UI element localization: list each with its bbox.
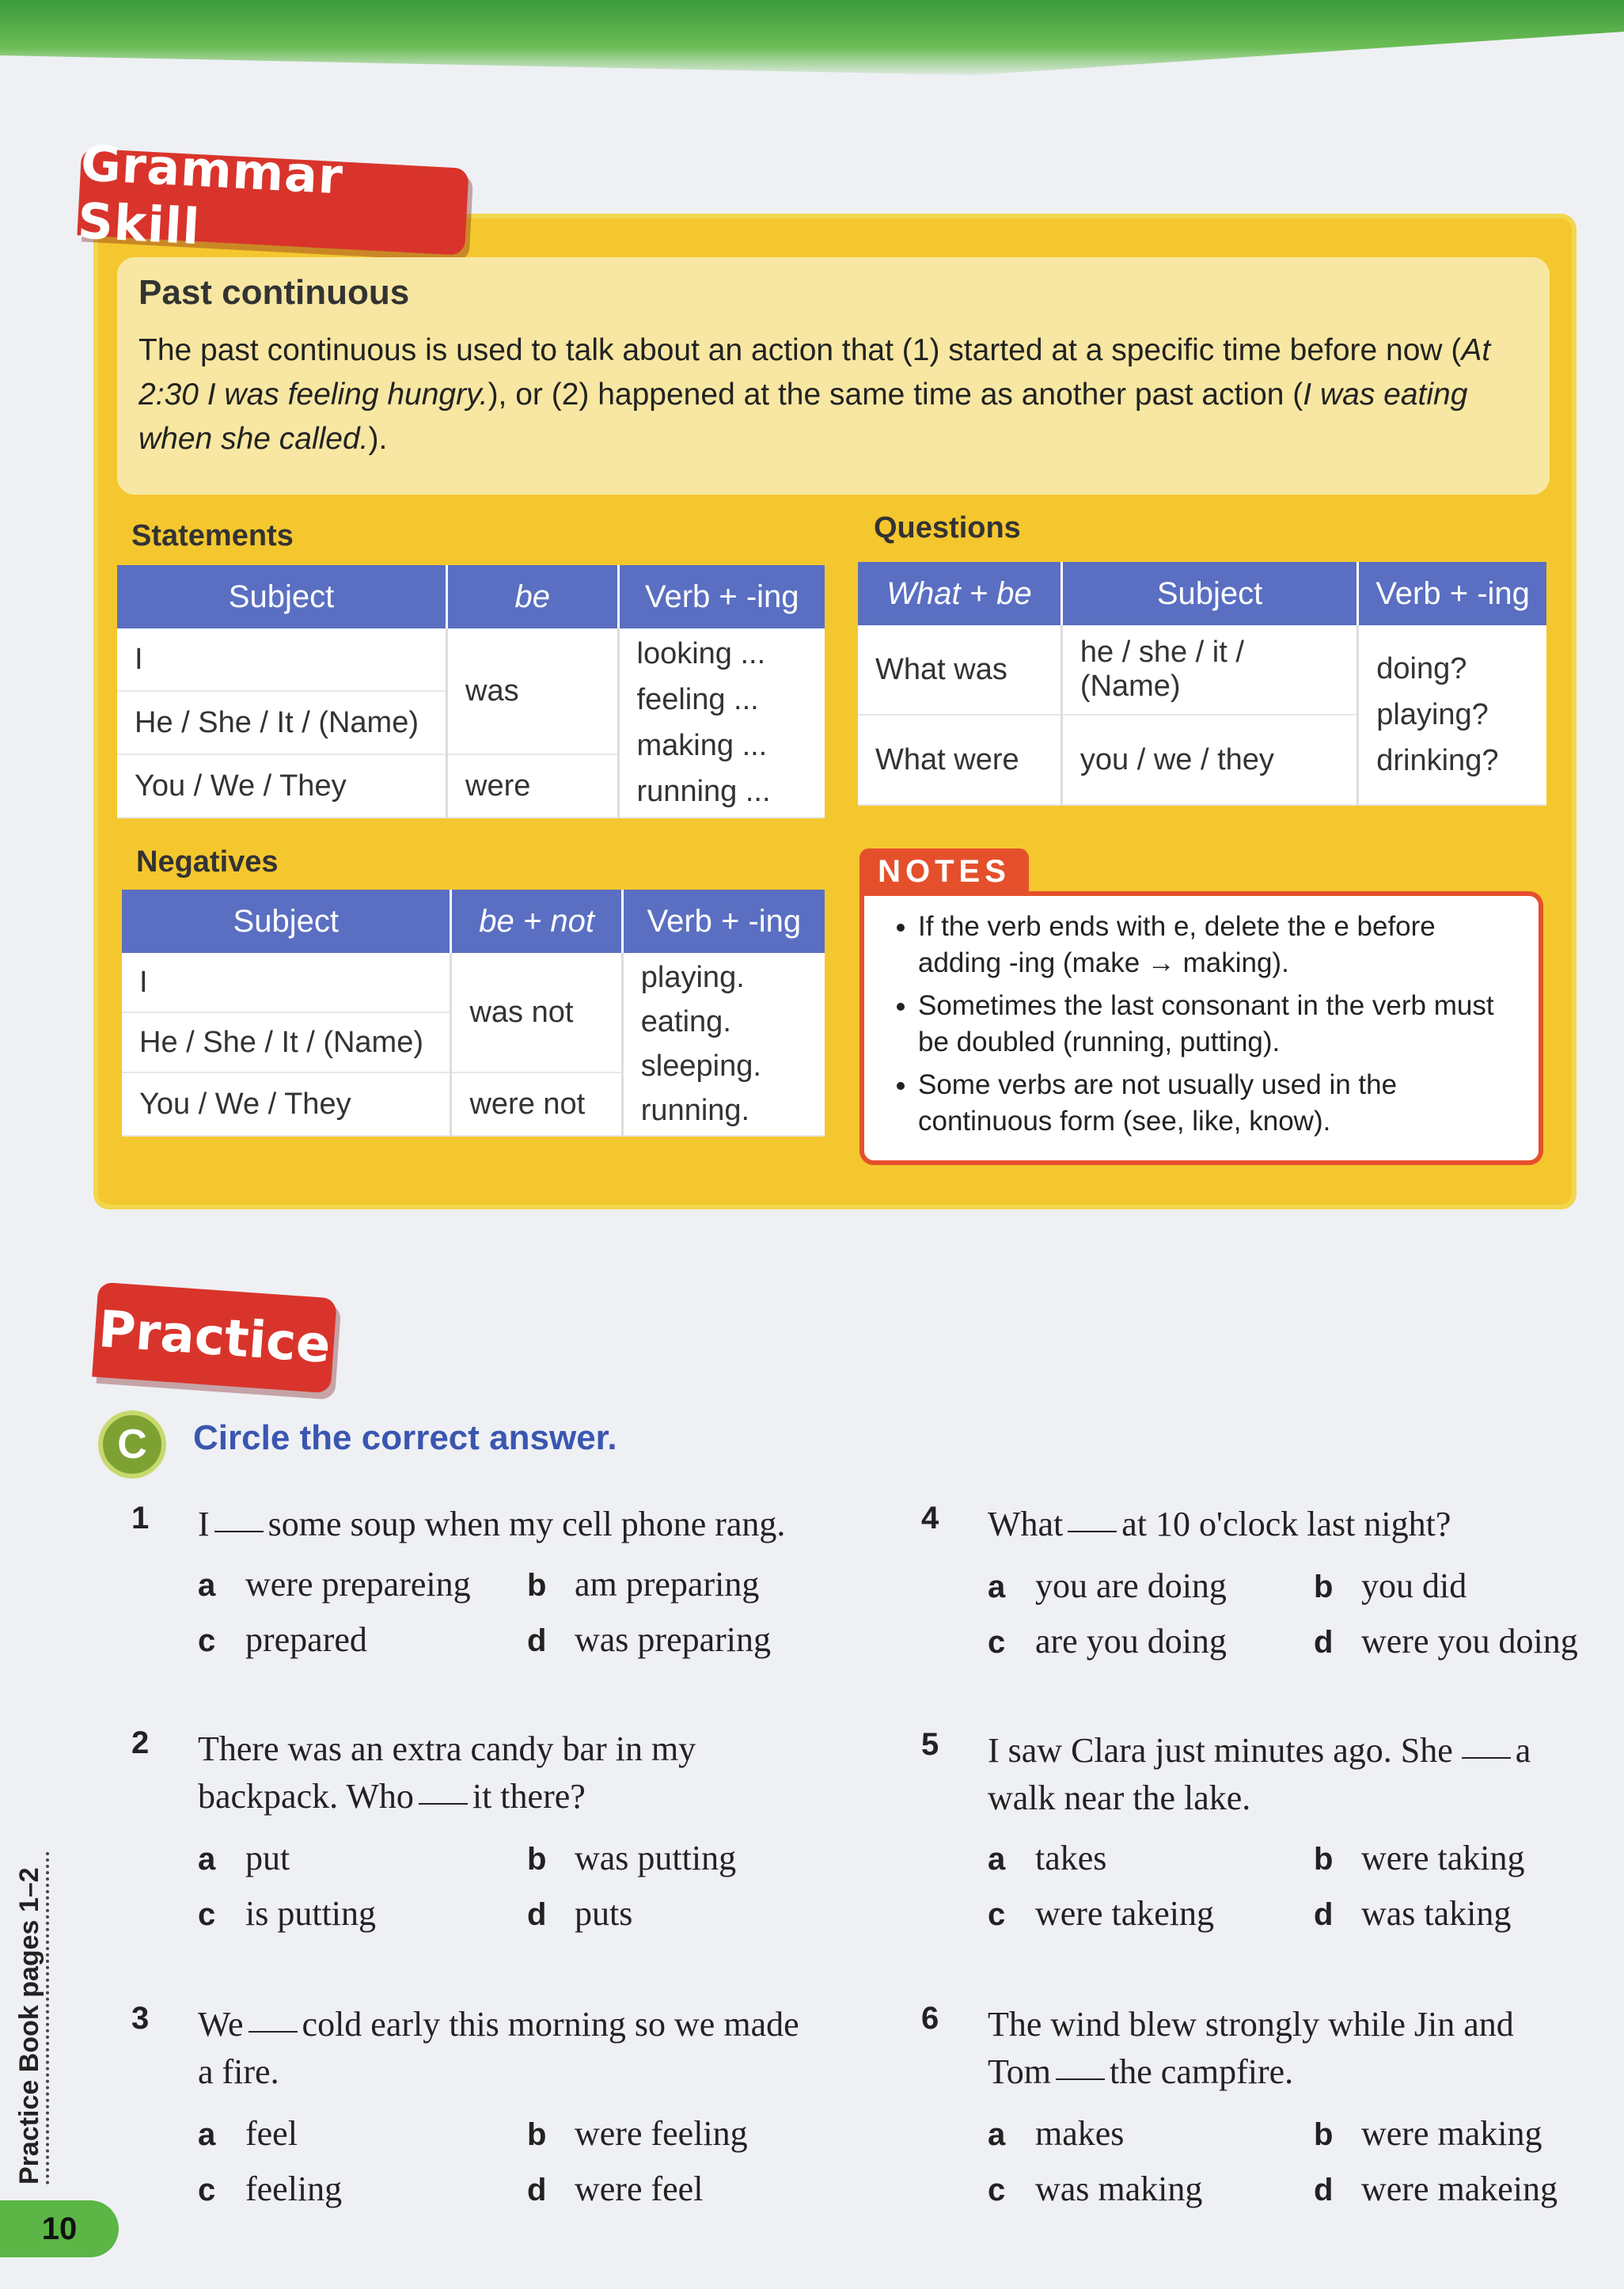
header-verb: Verb + -ing (1358, 562, 1546, 625)
option-c[interactable]: c is putting (198, 1894, 377, 1933)
option-b[interactable]: b was putting (527, 1839, 737, 1877)
header-verb: Verb + -ing (622, 890, 825, 953)
question-3: 3 We cold early this morning so we made a fire. a feel b were feeling c feeling d were feel (131, 2001, 799, 2208)
statements-table (117, 565, 825, 818)
side-divider (46, 1852, 49, 2185)
option-d[interactable]: d was preparing (527, 1620, 772, 1659)
table-cell: What were (858, 715, 1061, 805)
question-stem: I some soup when my cell phone rang. (198, 1505, 786, 1543)
header-what-be: What + be (858, 562, 1061, 625)
table-cell: was not (451, 953, 622, 1072)
questions-table (858, 562, 1546, 806)
question-stem: What at 10 o'clock last night? (988, 1505, 1451, 1543)
option-c[interactable]: c were takeing (988, 1894, 1214, 1933)
table-cell: were not (451, 1072, 622, 1136)
option-a[interactable]: a takes (988, 1839, 1107, 1877)
grammar-intro: The past continuous is used to talk about an action that (1) started at a specific time before now (At 2:30 I was feeling hungry.), or (2) happened at the same time as another past action (I was eating when she called.). (138, 333, 1491, 456)
table-cell: I (122, 953, 451, 1012)
negatives-table (122, 890, 825, 1137)
note-item: • Some verbs are not usually used in the continuous form (see, like, know). (918, 1067, 1523, 1140)
notes-tab: NOTES (859, 848, 1029, 894)
question-6: 6 The wind blew strongly while Jin and Tom the campfire. a makes b were making c was making d were makeing (921, 2001, 1602, 2230)
note-item: • Sometimes the last consonant in the verb must be doubled (running, putting). (918, 988, 1523, 1061)
header-be: be (447, 565, 619, 628)
notes-box (859, 891, 1543, 1165)
table-cell: he / she / it / (Name) (1061, 625, 1357, 715)
option-a[interactable]: a were prepareing (198, 1565, 471, 1604)
table-cell: He / She / It / (Name) (117, 691, 447, 754)
practice-book-reference: Practice Book pages 1–2 (14, 1867, 44, 2185)
header-subject: Subject (117, 565, 447, 628)
note-item: • If the verb ends with e, delete the e before adding -ing (make → making). (918, 909, 1523, 981)
question-2: 2 There was an extra candy bar in my backpack. Who it there? a put b was putting c is putting d puts (131, 1725, 844, 1955)
verb-list: doing? playing? drinking? (1358, 625, 1546, 805)
table-cell: What was (858, 625, 1061, 715)
option-b[interactable]: b were taking (1314, 1839, 1525, 1877)
option-b[interactable]: b were making (1314, 2114, 1542, 2153)
option-c[interactable]: c was making (988, 2169, 1203, 2208)
option-a[interactable]: a you are doing (988, 1566, 1227, 1605)
option-a[interactable]: a makes (988, 2114, 1125, 2153)
header-subject: Subject (122, 890, 451, 953)
header-be-not: be + not (451, 890, 622, 953)
option-c[interactable]: c are you doing (988, 1622, 1227, 1661)
option-a[interactable]: a feel (198, 2114, 298, 2153)
table-cell: You / We / They (122, 1072, 451, 1136)
statements-label: Statements (131, 519, 294, 552)
option-b[interactable]: b you did (1314, 1566, 1467, 1605)
table-cell: I (117, 628, 447, 691)
grammar-skill-tab: Grammar Skill (77, 148, 469, 255)
exercise-badge: C (98, 1410, 166, 1479)
option-c[interactable]: c prepared (198, 1620, 367, 1659)
option-d[interactable]: d were you doing (1314, 1622, 1578, 1661)
question-stem: I saw Clara just minutes ago. She a walk near the lake. (988, 1731, 1531, 1817)
negatives-label: Negatives (136, 845, 279, 879)
option-c[interactable]: c feeling (198, 2169, 343, 2208)
verb-list: playing. eating. sleeping. running. (622, 953, 825, 1136)
practice-tab: Practice (92, 1282, 337, 1394)
question-stem: There was an extra candy bar in my backpack. Who it there? (198, 1729, 696, 1816)
header-verb: Verb + -ing (618, 565, 825, 628)
question-5: 5 I saw Clara just minutes ago. She a walk near the lake. a takes b were taking c were takeing d was taking (921, 1727, 1602, 1957)
option-d[interactable]: d was taking (1314, 1894, 1512, 1933)
option-d[interactable]: d puts (527, 1894, 633, 1933)
notes-list (864, 909, 1539, 1140)
table-cell: He / She / It / (Name) (122, 1012, 451, 1072)
grammar-title: Past continuous (138, 273, 410, 312)
question-1: 1 I some soup when my cell phone rang. a were prepareing b am preparing c prepared d was preparing (131, 1501, 844, 1683)
exercise-instruction: Circle the correct answer. (193, 1418, 617, 1457)
top-green-band (0, 0, 1624, 79)
option-b[interactable]: b were feeling (527, 2114, 748, 2153)
option-d[interactable]: d were makeing (1314, 2169, 1558, 2208)
question-4: 4 What at 10 o'clock last night? a you are doing b you did c are you doing d were you doing (921, 1501, 1602, 1683)
option-b[interactable]: b am preparing (527, 1565, 760, 1604)
header-subject: Subject (1061, 562, 1357, 625)
table-cell: were (447, 754, 619, 818)
table-cell: was (447, 628, 619, 754)
table-cell: you / we / they (1061, 715, 1357, 805)
verb-list: looking ... feeling ... making ... running ... (618, 628, 825, 818)
question-stem: The wind blew strongly while Jin and Tom the campfire. (988, 2005, 1514, 2091)
option-d[interactable]: d were feel (527, 2169, 704, 2208)
questions-label: Questions (874, 511, 1021, 545)
option-a[interactable]: a put (198, 1839, 290, 1877)
question-stem: We cold early this morning so we made a fire. (198, 2005, 799, 2091)
page-number: 10 (0, 2200, 119, 2257)
table-cell: You / We / They (117, 754, 447, 818)
